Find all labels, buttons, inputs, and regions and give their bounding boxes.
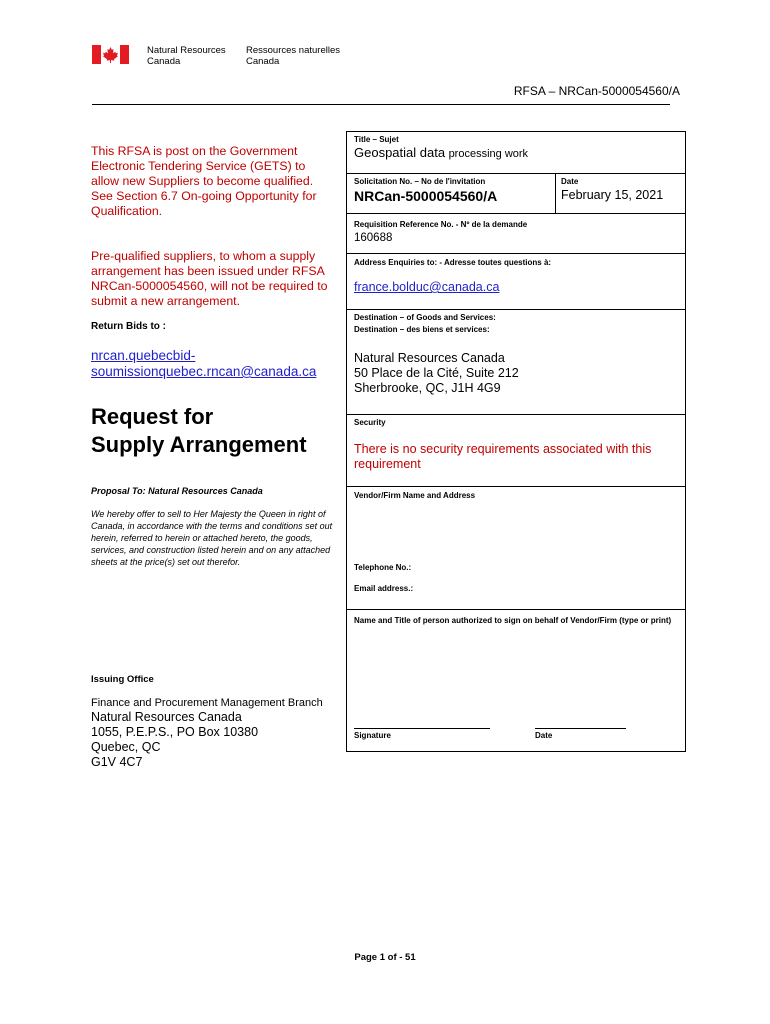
solicitation-number: NRCan-5000054560/A: [354, 188, 498, 204]
row-divider: [347, 253, 685, 254]
solicitation-form: [346, 131, 686, 752]
department-name-fr: Ressources naturelles Canada: [246, 45, 340, 67]
signature-line: [354, 728, 490, 729]
date-value: February 15, 2021: [561, 188, 664, 202]
authorized-person-label: Name and Title of person authorized to sign on behalf of Vendor/Firm (type or print): [354, 616, 672, 625]
destination-address: Natural Resources Canada 50 Place de la Cité, Suite 212 Sherbrooke, QC, J1H 4G9: [354, 351, 519, 395]
proposal-to: Proposal To: Natural Resources Canada: [91, 486, 263, 496]
department-name-en: Natural Resources Canada: [147, 45, 226, 67]
title-value: Geospatial data processing work: [354, 145, 529, 160]
return-bids-email-link[interactable]: nrcan.quebecbid- soumissionquebec.rncan@canada.ca: [91, 348, 317, 379]
date-label: Date: [561, 177, 579, 186]
title-label: Title – Sujet: [354, 135, 399, 144]
telephone-label: Telephone No.:: [354, 563, 412, 572]
enquiries-label: Address Enquiries to: - Adresse toutes questions à:: [354, 258, 552, 267]
vendor-label: Vendor/Firm Name and Address: [354, 491, 476, 500]
requisition-value: 160688: [354, 232, 393, 244]
offer-text: We hereby offer to sell to Her Majesty the Queen in right of Canada, in accordance with the terms and conditions set out herein, referred to herein or attached hereto, the goods, services, and construction listed herein and on any attached sheets at the price(s) set out therefor.: [91, 509, 333, 567]
row-divider: [347, 609, 685, 610]
destination-label-en: Destination – of Goods and Services:: [354, 313, 496, 322]
row-divider: [347, 213, 685, 214]
row-divider: [347, 414, 685, 415]
issuing-address: Natural Resources Canada 1055, P.E.P.S., PO Box 10380 Quebec, QC G1V 4C7: [91, 710, 259, 769]
sign-date-label: Date: [535, 731, 553, 740]
issuing-office-label: Issuing Office: [91, 674, 154, 685]
destination-label-fr: Destination – des biens et services:: [354, 325, 490, 334]
row-divider: [347, 486, 685, 487]
page-number: Page 1 of - 51: [354, 952, 416, 963]
prequalified-notice: Pre-qualified suppliers, to whom a supply arrangement has been issued under RFSA NRCan-5000054560, will not be required to submit a new arrangement.: [91, 249, 328, 308]
security-value: There is no security requirements associated with this requirement: [354, 442, 652, 471]
document-title: Request for Supply Arrangement: [91, 404, 307, 457]
canada-flag-logo: [92, 45, 129, 64]
date-line: [535, 728, 626, 729]
signature-label: Signature: [354, 731, 391, 740]
requisition-label: Requisition Reference No. - Nº de la demande: [354, 220, 528, 229]
enquiries-email-link[interactable]: france.bolduc@canada.ca: [354, 280, 500, 294]
column-divider: [555, 173, 556, 213]
security-label: Security: [354, 418, 386, 427]
document-reference: RFSA – NRCan-5000054560/A: [513, 84, 680, 98]
row-divider: [347, 309, 685, 310]
gets-notice: This RFSA is post on the Government Electronic Tendering Service (GETS) to allow new Suppliers to become qualified. See Section 6.7 On-going Opportunity for Qualification.: [91, 144, 317, 218]
solicitation-label: Solicitation No. – No de l'invitation: [354, 177, 486, 186]
email-label: Email address.:: [354, 584, 414, 593]
header-divider: [92, 104, 670, 105]
issuing-branch: Finance and Procurement Management Branch: [91, 697, 323, 709]
return-bids-label: Return Bids to :: [91, 321, 166, 332]
row-divider: [347, 173, 685, 174]
